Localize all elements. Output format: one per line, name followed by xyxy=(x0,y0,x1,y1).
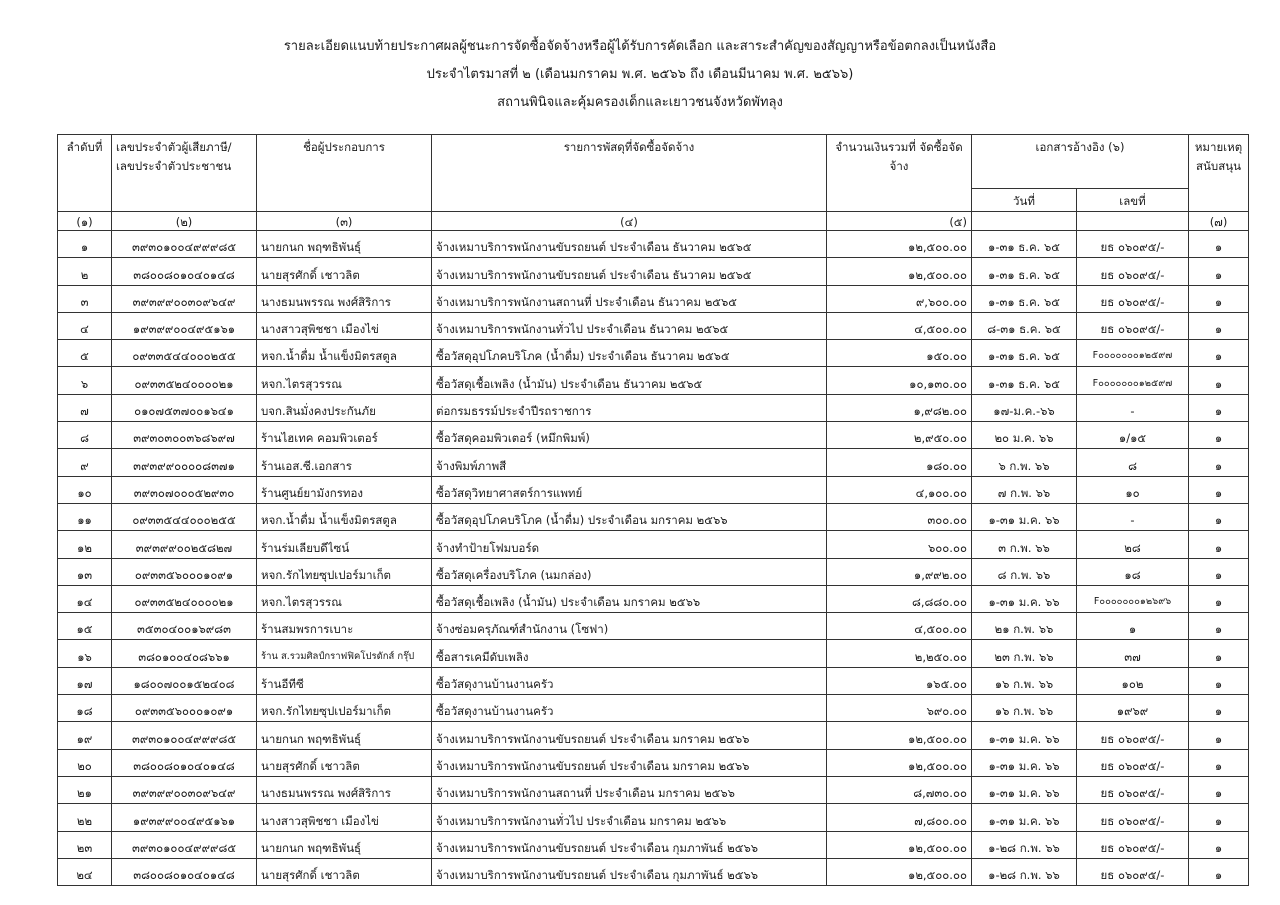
cell-vendor: นายกนก พฤฑธิพันธุ์ xyxy=(257,831,432,858)
cell-seq: ๒๒ xyxy=(58,804,112,831)
table-row xyxy=(58,585,1249,612)
cell-date: ๑๗-ม.ค.-๖๖ xyxy=(972,394,1077,421)
cell-vendor: หจก.ไตรสุวรรณ xyxy=(257,367,432,394)
document-title: รายละเอียดแนบท้ายประกาศผลผู้ชนะการจัดซื้อจัดจ้างหรือผู้ได้รับการคัดเลือก และสาระสำคัญของสัญญาหรือข้อตกลงเป็นหนังสือ xyxy=(283,39,997,54)
cell-taxid: ๓๙๓๙๙๐๐๐๐๘๓๗๑ xyxy=(112,449,257,476)
cell-seq: ๑๑ xyxy=(58,503,112,530)
cell-refno: ยธ ๐๖๐๙๕/- xyxy=(1077,231,1189,258)
cell-amount: ๖๐๐.๐๐ xyxy=(827,531,972,558)
cell-item: ซื้อวัสดุงานบ้านงานครัว xyxy=(432,667,827,694)
colnum-1: (๑) xyxy=(58,212,112,231)
cell-seq: ๑๗ xyxy=(58,667,112,694)
cell-taxid: ๓๘๐๐๘๐๑๐๔๐๑๔๘ xyxy=(112,258,257,285)
colnum-4: (๔) xyxy=(432,212,827,231)
cell-item: ต่อกรมธรรม์ประจำปีรถราชการ xyxy=(432,394,827,421)
cell-item: ซื้อวัสดุเชื้อเพลิง (น้ำมัน) ประจำเดือน ธันวาคม ๒๕๖๕ xyxy=(432,367,827,394)
cell-refno: ๑ xyxy=(1077,613,1189,640)
cell-taxid: ๑๙๓๙๙๐๐๔๙๕๑๖๑ xyxy=(112,804,257,831)
cell-seq: ๒ xyxy=(58,258,112,285)
cell-item: จ้างเหมาบริการพนักงานขับรถยนต์ ประจำเดือน กุมภาพันธ์ ๒๕๖๖ xyxy=(432,831,827,858)
cell-refno: ๑๐๒ xyxy=(1077,667,1189,694)
table-row xyxy=(58,312,1249,339)
cell-vendor: นางธมนพรรณ พงศ์สิริการ xyxy=(257,776,432,803)
cell-date: ๑-๓๑ ม.ค. ๖๖ xyxy=(972,776,1077,803)
cell-note: ๑ xyxy=(1189,667,1249,694)
cell-refno: ยธ ๐๖๐๙๕/- xyxy=(1077,258,1189,285)
cell-vendor: หจก.ไตรสุวรรณ xyxy=(257,585,432,612)
cell-note: ๑ xyxy=(1189,503,1249,530)
cell-amount: ๓๐๐.๐๐ xyxy=(827,503,972,530)
cell-vendor: นางสาวสุพิชชา เมืองไข่ xyxy=(257,804,432,831)
colnum-7: (๗) xyxy=(1189,212,1249,231)
cell-vendor: นายสุรศักดิ์ เชาวลิต xyxy=(257,858,432,885)
table-row xyxy=(58,831,1249,858)
table-row xyxy=(58,613,1249,640)
cell-vendor: ร้านศูนย์ยามังกรทอง xyxy=(257,476,432,503)
table-row xyxy=(58,367,1249,394)
cell-taxid: ๐๙๓๓๕๒๔๐๐๐๐๒๑ xyxy=(112,585,257,612)
cell-taxid: ๓๕๓๐๔๐๐๑๖๙๘๓ xyxy=(112,613,257,640)
cell-date: ๑-๒๘ ก.พ. ๖๖ xyxy=(972,858,1077,885)
table-row xyxy=(58,503,1249,530)
cell-seq: ๑๖ xyxy=(58,640,112,667)
cell-refno: ยธ ๐๖๐๙๕/- xyxy=(1077,749,1189,776)
cell-note: ๑ xyxy=(1189,613,1249,640)
procurement-table xyxy=(57,134,1249,886)
cell-vendor: ร้านสมพรการเบาะ xyxy=(257,613,432,640)
cell-date: ๒๐ ม.ค. ๖๖ xyxy=(972,422,1077,449)
cell-refno: ๑/๑๕ xyxy=(1077,422,1189,449)
cell-note: ๑ xyxy=(1189,831,1249,858)
cell-seq: ๗ xyxy=(58,394,112,421)
cell-date: ๗ ก.พ. ๖๖ xyxy=(972,476,1077,503)
cell-refno: ๑๐ xyxy=(1077,476,1189,503)
cell-vendor: หจก.น้ำดื่ม น้ำแข็งมิตรสตูล xyxy=(257,340,432,367)
cell-taxid: ๓๙๓๐๓๐๐๓๖๘๖๙๗ xyxy=(112,422,257,449)
cell-item: จ้างซ่อมครุภัณฑ์สำนักงาน (โซฟา) xyxy=(432,613,827,640)
cell-refno: ๑๙๖๙ xyxy=(1077,695,1189,722)
cell-taxid: ๓๙๓๐๑๐๐๔๙๙๙๘๕ xyxy=(112,722,257,749)
cell-note: ๑ xyxy=(1189,340,1249,367)
cell-item: ซื้อวัสดุอุปโภคบริโภค (น้ำดื่ม) ประจำเดือน ธันวาคม ๒๕๖๕ xyxy=(432,340,827,367)
cell-refno: ยธ ๐๖๐๙๕/- xyxy=(1077,831,1189,858)
cell-amount: ๖๙๐.๐๐ xyxy=(827,695,972,722)
cell-amount: ๒,๙๕๐.๐๐ xyxy=(827,422,972,449)
cell-seq: ๒๐ xyxy=(58,749,112,776)
cell-date: ๑-๓๑ ธ.ค. ๖๕ xyxy=(972,367,1077,394)
cell-taxid: ๐๙๓๓๕๖๐๐๐๑๐๙๑ xyxy=(112,695,257,722)
cell-vendor: หจก.รักไทยซุปเปอร์มาเก็ต xyxy=(257,558,432,585)
table-row xyxy=(58,695,1249,722)
cell-vendor: นางธมนพรรณ พงศ์สิริการ xyxy=(257,285,432,312)
cell-seq: ๑๓ xyxy=(58,558,112,585)
header-note: หมายเหตุ สนับสนุน xyxy=(1189,135,1249,212)
cell-taxid: ๐๙๓๓๕๖๐๐๐๑๐๙๑ xyxy=(112,558,257,585)
cell-item: จ้างเหมาบริการพนักงานทั่วไป ประจำเดือน มกราคม ๒๕๖๖ xyxy=(432,804,827,831)
cell-date: ๖ ก.พ. ๖๖ xyxy=(972,449,1077,476)
cell-taxid: ๓๘๐๐๘๐๑๐๔๐๑๔๘ xyxy=(112,749,257,776)
cell-taxid: ๓๙๓๙๙๐๐๓๐๙๖๔๙ xyxy=(112,285,257,312)
cell-seq: ๑ xyxy=(58,231,112,258)
cell-item: ซื้อวัสดุอุปโภคบริโภค (น้ำดื่ม) ประจำเดือน มกราคม ๒๕๖๖ xyxy=(432,503,827,530)
cell-date: ๒๑ ก.พ. ๖๖ xyxy=(972,613,1077,640)
cell-amount: ๑๒,๕๐๐.๐๐ xyxy=(827,831,972,858)
table-row xyxy=(58,258,1249,285)
cell-date: ๘-๓๑ ธ.ค. ๖๕ xyxy=(972,312,1077,339)
cell-seq: ๑๔ xyxy=(58,585,112,612)
cell-vendor: ร้านเอส.ซี.เอกสาร xyxy=(257,449,432,476)
table-row xyxy=(58,449,1249,476)
cell-item: จ้างพิมพ์ภาพสี xyxy=(432,449,827,476)
table-row xyxy=(58,640,1249,667)
cell-refno: ๑๘ xyxy=(1077,558,1189,585)
cell-refno: ยธ ๐๖๐๙๕/- xyxy=(1077,722,1189,749)
cell-note: ๑ xyxy=(1189,394,1249,421)
cell-seq: ๒๓ xyxy=(58,831,112,858)
cell-note: ๑ xyxy=(1189,312,1249,339)
cell-amount: ๑๘๐.๐๐ xyxy=(827,449,972,476)
cell-refno: F๐๐๐๐๐๐๐๑๒๕๙๗ xyxy=(1077,340,1189,367)
cell-item: จ้างเหมาบริการพนักงานขับรถยนต์ ประจำเดือน มกราคม ๒๕๖๖ xyxy=(432,749,827,776)
cell-amount: ๑,๙๙๒.๐๐ xyxy=(827,558,972,585)
cell-date: ๒๓ ก.พ. ๖๖ xyxy=(972,640,1077,667)
cell-item: ซื้อวัสดุเครื่องบริโภค (นมกล่อง) xyxy=(432,558,827,585)
cell-seq: ๔ xyxy=(58,312,112,339)
cell-vendor: นายสุรศักดิ์ เชาวลิต xyxy=(257,258,432,285)
cell-note: ๑ xyxy=(1189,422,1249,449)
cell-date: ๑-๓๑ ธ.ค. ๖๕ xyxy=(972,258,1077,285)
cell-amount: ๗,๘๐๐.๐๐ xyxy=(827,804,972,831)
header-amount: จำนวนเงินรวมที่ จัดซื้อจัดจ้าง xyxy=(827,135,972,212)
colnum-date-empty xyxy=(972,212,1077,231)
table-row xyxy=(58,558,1249,585)
cell-vendor: หจก.น้ำดื่ม น้ำแข็งมิตรสตูล xyxy=(257,503,432,530)
cell-note: ๑ xyxy=(1189,776,1249,803)
cell-amount: ๒,๒๕๐.๐๐ xyxy=(827,640,972,667)
cell-taxid: ๐๙๓๓๕๔๔๐๐๐๒๕๕ xyxy=(112,340,257,367)
cell-amount: ๘,๘๘๐.๐๐ xyxy=(827,585,972,612)
cell-note: ๑ xyxy=(1189,722,1249,749)
cell-amount: ๑๕๐.๐๐ xyxy=(827,340,972,367)
cell-item: ซื้อวัสดุงานบ้านงานครัว xyxy=(432,695,827,722)
cell-note: ๑ xyxy=(1189,531,1249,558)
cell-refno: ยธ ๐๖๐๙๕/- xyxy=(1077,858,1189,885)
cell-vendor: นางสาวสุพิชชา เมืองไข่ xyxy=(257,312,432,339)
cell-note: ๑ xyxy=(1189,558,1249,585)
cell-taxid: ๓๙๓๙๙๐๐๒๕๘๒๗ xyxy=(112,531,257,558)
cell-vendor: นายสุรศักดิ์ เชาวลิต xyxy=(257,749,432,776)
cell-item: ซื้อวัสดุเชื้อเพลิง (น้ำมัน) ประจำเดือน มกราคม ๒๕๖๖ xyxy=(432,585,827,612)
cell-amount: ๑๒,๕๐๐.๐๐ xyxy=(827,258,972,285)
table-row xyxy=(58,231,1249,258)
cell-seq: ๘ xyxy=(58,422,112,449)
cell-amount: ๔,๕๐๐.๐๐ xyxy=(827,613,972,640)
cell-item: จ้างเหมาบริการพนักงานสถานที่ ประจำเดือน ธันวาคม ๒๕๖๕ xyxy=(432,285,827,312)
cell-note: ๑ xyxy=(1189,695,1249,722)
header-seq: ลำดับที่ xyxy=(58,135,112,212)
cell-amount: ๑๒,๕๐๐.๐๐ xyxy=(827,858,972,885)
header-refno: เลขที่ xyxy=(1077,189,1189,212)
cell-amount: ๔,๑๐๐.๐๐ xyxy=(827,476,972,503)
cell-amount: ๑๒,๕๐๐.๐๐ xyxy=(827,722,972,749)
cell-vendor: ร้านไฮเทค คอมพิวเตอร์ xyxy=(257,422,432,449)
cell-seq: ๙ xyxy=(58,449,112,476)
cell-note: ๑ xyxy=(1189,367,1249,394)
cell-item: จ้างทำป้ายโฟมบอร์ด xyxy=(432,531,827,558)
cell-item: จ้างเหมาบริการพนักงานขับรถยนต์ ประจำเดือน ธันวาคม ๒๕๖๕ xyxy=(432,231,827,258)
cell-taxid: ๓๙๓๐๑๐๐๔๙๙๙๘๕ xyxy=(112,231,257,258)
cell-note: ๑ xyxy=(1189,640,1249,667)
header-date: วันที่ xyxy=(972,189,1077,212)
cell-item: จ้างเหมาบริการพนักงานขับรถยนต์ ประจำเดือน มกราคม ๒๕๖๖ xyxy=(432,722,827,749)
cell-amount: ๘,๗๓๐.๐๐ xyxy=(827,776,972,803)
cell-taxid: ๑๙๓๙๙๐๐๔๙๕๑๖๑ xyxy=(112,312,257,339)
table-row xyxy=(58,667,1249,694)
cell-refno: F๐๐๐๐๐๐๐๑๒๖๙๖ xyxy=(1077,585,1189,612)
cell-vendor: บจก.สินมั่งคงประกันภัย xyxy=(257,394,432,421)
cell-seq: ๕ xyxy=(58,340,112,367)
cell-vendor: นายกนก พฤฑธิพันธุ์ xyxy=(257,231,432,258)
cell-taxid: ๐๙๓๓๕๔๔๐๐๐๒๕๕ xyxy=(112,503,257,530)
cell-note: ๑ xyxy=(1189,449,1249,476)
cell-amount: ๑๒,๕๐๐.๐๐ xyxy=(827,231,972,258)
table-row xyxy=(58,531,1249,558)
table-row xyxy=(58,858,1249,885)
cell-taxid: ๐๙๓๓๕๒๔๐๐๐๐๒๑ xyxy=(112,367,257,394)
cell-taxid: ๓๘๐๑๐๐๔๐๘๖๖๑ xyxy=(112,640,257,667)
cell-refno: - xyxy=(1077,503,1189,530)
cell-note: ๑ xyxy=(1189,285,1249,312)
cell-refno: F๐๐๐๐๐๐๐๑๒๕๙๗ xyxy=(1077,367,1189,394)
cell-taxid: ๑๘๐๐๗๐๐๑๕๒๔๐๘ xyxy=(112,667,257,694)
cell-amount: ๔,๕๐๐.๐๐ xyxy=(827,312,972,339)
cell-item: จ้างเหมาบริการพนักงานสถานที่ ประจำเดือน มกราคม ๒๕๖๖ xyxy=(432,776,827,803)
cell-date: ๑๖ ก.พ. ๖๖ xyxy=(972,667,1077,694)
cell-refno: ๘ xyxy=(1077,449,1189,476)
cell-date: ๑-๓๑ ธ.ค. ๖๕ xyxy=(972,231,1077,258)
header-taxid: เลขประจำตัวผู้เสียภาษี/ เลขประจำตัวประชาชน xyxy=(112,135,257,212)
document-agency: สถานพินิจและคุ้มครองเด็กและเยาวชนจังหวัดพัทลุง xyxy=(497,95,783,110)
cell-date: ๑-๓๑ ม.ค. ๖๖ xyxy=(972,804,1077,831)
cell-refno: ยธ ๐๖๐๙๕/- xyxy=(1077,312,1189,339)
cell-date: ๑-๓๑ ม.ค. ๖๖ xyxy=(972,585,1077,612)
cell-vendor: ร้านอีทีซี xyxy=(257,667,432,694)
cell-item: จ้างเหมาบริการพนักงานขับรถยนต์ ประจำเดือน กุมภาพันธ์ ๒๕๖๖ xyxy=(432,858,827,885)
cell-amount: ๑๐,๑๓๐.๐๐ xyxy=(827,367,972,394)
cell-amount: ๑๖๕.๐๐ xyxy=(827,667,972,694)
cell-refno: ยธ ๐๖๐๙๕/- xyxy=(1077,285,1189,312)
cell-taxid: ๓๙๓๐๗๐๐๐๕๒๙๓๐ xyxy=(112,476,257,503)
cell-vendor: หจก.รักไทยซุปเปอร์มาเก็ต xyxy=(257,695,432,722)
table-row xyxy=(58,394,1249,421)
colnum-refno-empty xyxy=(1077,212,1189,231)
cell-seq: ๑๒ xyxy=(58,531,112,558)
cell-item: ซื้อวัสดุวิทยาศาสตร์การแพทย์ xyxy=(432,476,827,503)
table-row xyxy=(58,285,1249,312)
cell-note: ๑ xyxy=(1189,858,1249,885)
cell-taxid: ๐๑๐๗๕๓๗๐๐๑๖๔๑ xyxy=(112,394,257,421)
cell-date: ๑-๓๑ ม.ค. ๖๖ xyxy=(972,749,1077,776)
cell-date: ๑-๓๑ ม.ค. ๖๖ xyxy=(972,503,1077,530)
cell-amount: ๑,๙๘๒.๐๐ xyxy=(827,394,972,421)
cell-note: ๑ xyxy=(1189,476,1249,503)
cell-refno: ยธ ๐๖๐๙๕/- xyxy=(1077,776,1189,803)
cell-date: ๘ ก.พ. ๖๖ xyxy=(972,558,1077,585)
cell-seq: ๓ xyxy=(58,285,112,312)
cell-note: ๑ xyxy=(1189,804,1249,831)
cell-seq: ๑๐ xyxy=(58,476,112,503)
document-period: ประจำไตรมาสที่ ๒ (เดือนมกราคม พ.ศ. ๒๕๖๖ ถึง เดือนมีนาคม พ.ศ. ๒๕๖๖) xyxy=(426,67,854,82)
cell-seq: ๒๔ xyxy=(58,858,112,885)
cell-item: ซื้อวัสดุคอมพิวเตอร์ (หมึกพิมพ์) xyxy=(432,422,827,449)
table-row xyxy=(58,749,1249,776)
table-row xyxy=(58,804,1249,831)
cell-refno: - xyxy=(1077,394,1189,421)
cell-vendor: ร้าน ส.รวมศิลป์กราฟฟิคโปรดักส์ กรุ๊ป xyxy=(257,640,432,667)
colnum-5: (๕) xyxy=(827,212,972,231)
table-row xyxy=(58,722,1249,749)
colnum-3: (๓) xyxy=(257,212,432,231)
cell-taxid: ๓๘๐๐๘๐๑๐๔๐๑๔๘ xyxy=(112,858,257,885)
cell-amount: ๙,๖๐๐.๐๐ xyxy=(827,285,972,312)
cell-refno: ๒๘ xyxy=(1077,531,1189,558)
cell-note: ๑ xyxy=(1189,258,1249,285)
cell-date: ๑-๓๑ ธ.ค. ๖๕ xyxy=(972,285,1077,312)
cell-note: ๑ xyxy=(1189,231,1249,258)
cell-taxid: ๓๙๓๐๑๐๐๔๙๙๙๘๕ xyxy=(112,831,257,858)
cell-vendor: นายกนก พฤฑธิพันธุ์ xyxy=(257,722,432,749)
cell-refno: ยธ ๐๖๐๙๕/- xyxy=(1077,804,1189,831)
table-row xyxy=(58,422,1249,449)
cell-date: ๓ ก.พ. ๖๖ xyxy=(972,531,1077,558)
cell-item: จ้างเหมาบริการพนักงานทั่วไป ประจำเดือน ธันวาคม ๒๕๖๕ xyxy=(432,312,827,339)
table-row xyxy=(58,776,1249,803)
cell-amount: ๑๒,๕๐๐.๐๐ xyxy=(827,749,972,776)
cell-note: ๑ xyxy=(1189,749,1249,776)
cell-date: ๑-๓๑ ม.ค. ๖๖ xyxy=(972,722,1077,749)
cell-seq: ๑๕ xyxy=(58,613,112,640)
cell-item: ซื้อสารเคมีดับเพลิง xyxy=(432,640,827,667)
cell-vendor: ร้านร่มเลียบดีไซน์ xyxy=(257,531,432,558)
header-vendor: ชื่อผู้ประกอบการ xyxy=(257,135,432,212)
cell-refno: ๓๗ xyxy=(1077,640,1189,667)
cell-seq: ๖ xyxy=(58,367,112,394)
table-row xyxy=(58,476,1249,503)
cell-date: ๑-๓๑ ธ.ค. ๖๕ xyxy=(972,340,1077,367)
header-ref: เอกสารอ้างอิง (๖) xyxy=(972,135,1189,189)
cell-item: จ้างเหมาบริการพนักงานขับรถยนต์ ประจำเดือน ธันวาคม ๒๕๖๕ xyxy=(432,258,827,285)
cell-seq: ๑๙ xyxy=(58,722,112,749)
cell-date: ๑๖ ก.พ. ๖๖ xyxy=(972,695,1077,722)
table-row xyxy=(58,340,1249,367)
cell-seq: ๑๘ xyxy=(58,695,112,722)
cell-seq: ๒๑ xyxy=(58,776,112,803)
header-item: รายการพัสดุที่จัดซื้อจัดจ้าง xyxy=(432,135,827,212)
cell-date: ๑-๒๘ ก.พ. ๖๖ xyxy=(972,831,1077,858)
cell-note: ๑ xyxy=(1189,585,1249,612)
colnum-2: (๒) xyxy=(112,212,257,231)
cell-taxid: ๓๙๓๙๙๐๐๓๐๙๖๔๙ xyxy=(112,776,257,803)
